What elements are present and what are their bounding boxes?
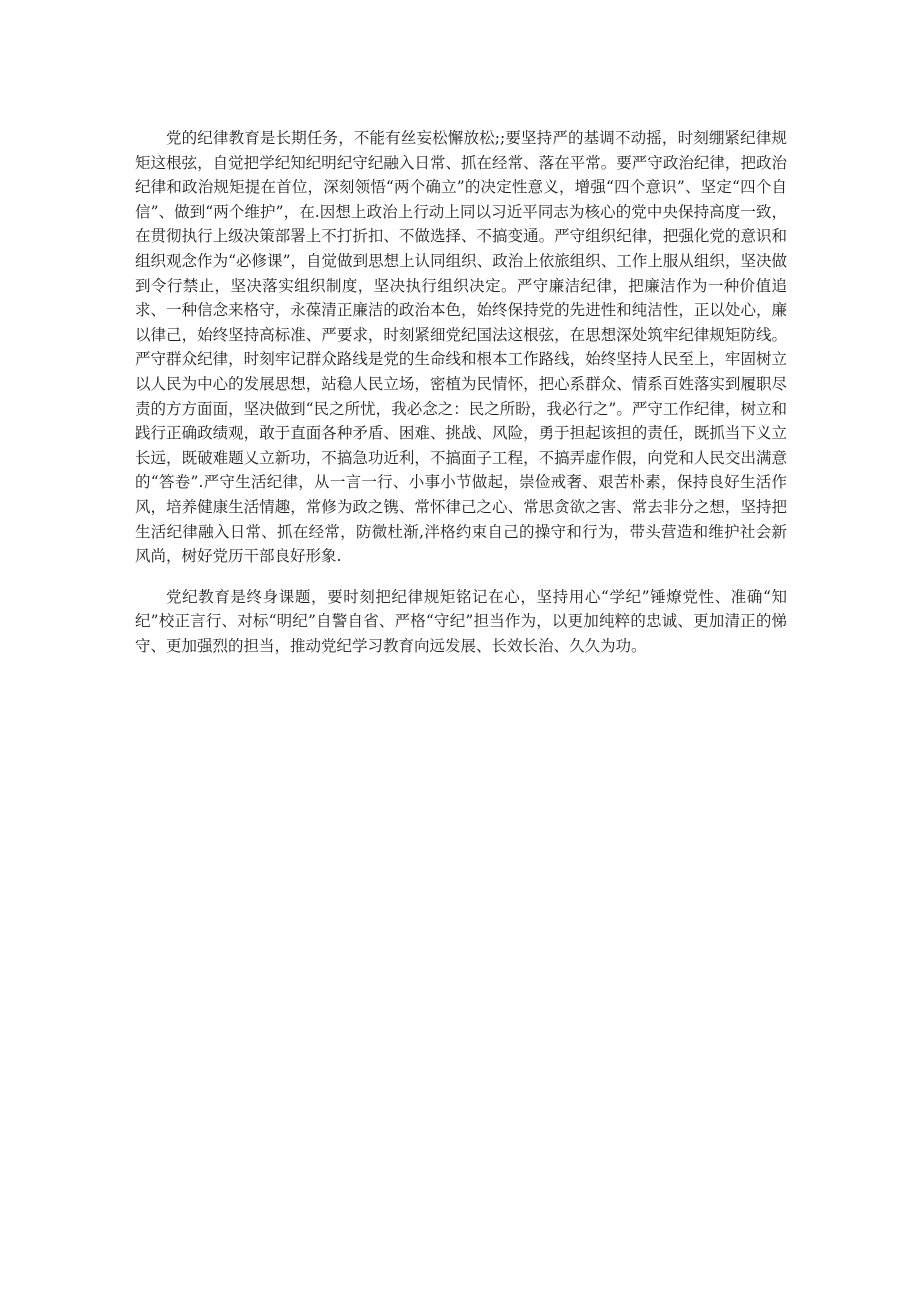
document-body: [135, 126, 787, 658]
paragraph-discipline-education: 党的纪律教育是长期任务，不能有丝妄松懈放松;;要坚持严的基调不动摇，时刻绷紧纪律规矩这根弦，自觉把学纪知纪明纪守纪融入日常、抓在经常、落在平常。要严守政治纪律，把政治纪律和政治规矩提在首位，深刻领悟“两个确立”的决定性意义，增强“四个意识”、坚定“四个自信”、做到“两个维护”，在.因想上政治上行动上同以习近平同志为核心的党中央保持高度一致，在贯彻执行上级决策部署上不打折扣、不做选择、不搞变通。严守组织纪律，把强化党的意识和组织观念作为“必修课”，自觉做到思想上认同组织、政治上依旅组织、工作上服从组织，坚决做到令行禁止，坚决落实组织制度，坚决执行组织决定。严守廉洁纪律，把廉洁作为一种价值追求、一种信念来格守，永葆清正廉洁的政治本色，始终保持党的先进性和纯洁性，正以处心，廉以律己，始终坚持高标准、严要求，时刻紧细党纪国法这根弦，在思想深处筑牢纪律规矩防线。严守群众纪律，时刻牢记群众路线是党的生命线和根本工作路线，始终坚持人民至上，牢固树立以人民为中心的发展思想，站稳人民立场，密植为民情怀，把心系群众、情系百姓落实到履职尽责的方方面面，坚决做到“民之所忧，我必念之：民之所盼，我必行之”。严守工作纪律，树立和践行正确政绩观，敢于直面各种矛盾、困难、挑战、风险，勇于担起该担的责任，既抓当下义立长远，既破难题乂立新功，不搞急功近利，不搞面子工程，不搞弄虚作假，向党和人民交出满意的“答卷”.严守生活纪律，从一言一行、小事小节做起，崇俭戒奢、艰苦朴素，保持良好生活作风，培养健康生活情趣，常修为政之镌、常怀律己之心、常思贪欲之害、常去非分之想，坚持把生活纪律融入日常、抓在经常，防微杜渐,泮格约束自己的操守和行为，带头营造和维护社会新风尚，树好党历干部良好形象.: [135, 129, 787, 566]
paragraph-lifelong-task: 党纪教育是终身课题，要时刻把纪律规矩铭记在心，坚持用心“学纪”锤燎党性、准确“知纪”校正言行、对标“明纪”自警自省、严格“守纪”担当作为，以更加纯粹的忠诚、更加清正的悌守、更加强烈的担当，推动党纪学习教育向远发展、长效长治、久久为功。: [135, 587, 787, 655]
